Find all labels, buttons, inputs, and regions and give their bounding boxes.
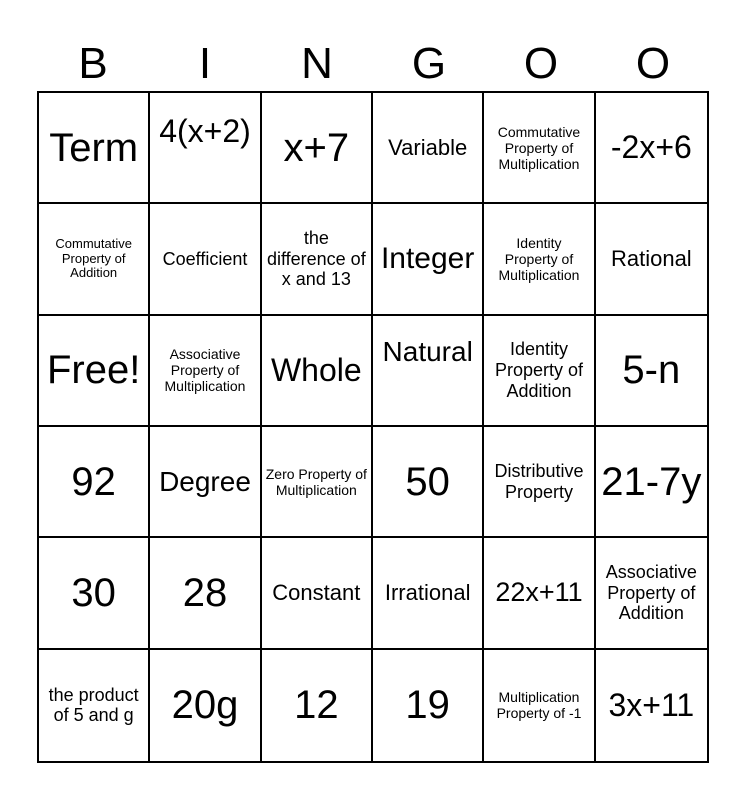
bingo-card-grid bbox=[37, 91, 709, 763]
bingo-cell[interactable]: Associative Property of Multiplication bbox=[150, 316, 261, 427]
bingo-cell[interactable]: -2x+6 bbox=[596, 93, 707, 204]
header-letter-o-2: O bbox=[635, 39, 671, 88]
bingo-cell[interactable]: Identity Property of Multiplication bbox=[484, 204, 595, 315]
bingo-cell[interactable]: Zero Property of Multiplication bbox=[262, 427, 373, 538]
bingo-cell[interactable]: 3x+11 bbox=[608, 686, 695, 723]
bingo-cell[interactable]: 92 bbox=[39, 427, 150, 538]
header-letter-i: I bbox=[198, 39, 212, 88]
bingo-cell[interactable]: 30 bbox=[39, 538, 150, 649]
bingo-cell[interactable]: the difference of x and 13 bbox=[262, 204, 373, 315]
bingo-cell[interactable]: Degree bbox=[150, 427, 261, 538]
bingo-cell[interactable]: 5-n bbox=[596, 316, 707, 427]
bingo-cell[interactable]: 12 bbox=[262, 650, 373, 761]
header-letter-n: N bbox=[301, 39, 333, 88]
bingo-cell[interactable]: Constant bbox=[262, 538, 373, 649]
bingo-cell[interactable]: Whole bbox=[262, 316, 373, 427]
bingo-cell[interactable]: 28 bbox=[150, 538, 261, 649]
bingo-cell[interactable]: Integer bbox=[373, 204, 484, 315]
bingo-cell[interactable]: 19 bbox=[373, 650, 484, 761]
bingo-cell[interactable]: Commutative Property of Multiplication bbox=[484, 93, 595, 204]
bingo-cell[interactable]: Term bbox=[39, 93, 150, 204]
bingo-cell[interactable]: x+7 bbox=[262, 93, 373, 204]
bingo-header bbox=[37, 38, 709, 90]
bingo-cell[interactable]: 50 bbox=[373, 427, 484, 538]
header-letter-b: B bbox=[78, 39, 108, 88]
bingo-cell[interactable]: Associative Property of Addition bbox=[596, 538, 707, 649]
bingo-cell[interactable]: 22x+11 bbox=[484, 538, 595, 649]
bingo-cell[interactable]: Variable bbox=[373, 93, 484, 204]
bingo-cell[interactable]: Identity Property of Addition bbox=[484, 316, 595, 427]
bingo-cell[interactable]: the product of 5 and g bbox=[39, 650, 150, 761]
bingo-cell[interactable]: Free! bbox=[39, 316, 150, 427]
bingo-cell[interactable]: Distributive Property bbox=[484, 427, 595, 538]
bingo-cell[interactable]: Multiplication Property of -1 bbox=[484, 650, 595, 761]
header-letter-g: G bbox=[411, 39, 447, 88]
bingo-cell[interactable]: Natural bbox=[373, 316, 484, 427]
bingo-cell[interactable]: 4(x+2) bbox=[150, 93, 261, 204]
bingo-cell[interactable]: Commutative Property of Addition bbox=[39, 204, 150, 315]
bingo-cell[interactable]: Irrational bbox=[373, 538, 484, 649]
bingo-cell[interactable]: 21-7y bbox=[596, 427, 707, 538]
bingo-cell[interactable]: 20g bbox=[150, 650, 261, 761]
bingo-cell[interactable]: Rational bbox=[596, 204, 707, 315]
bingo-cell[interactable]: Coefficient bbox=[150, 204, 261, 315]
header-letter-o: O bbox=[523, 39, 559, 88]
